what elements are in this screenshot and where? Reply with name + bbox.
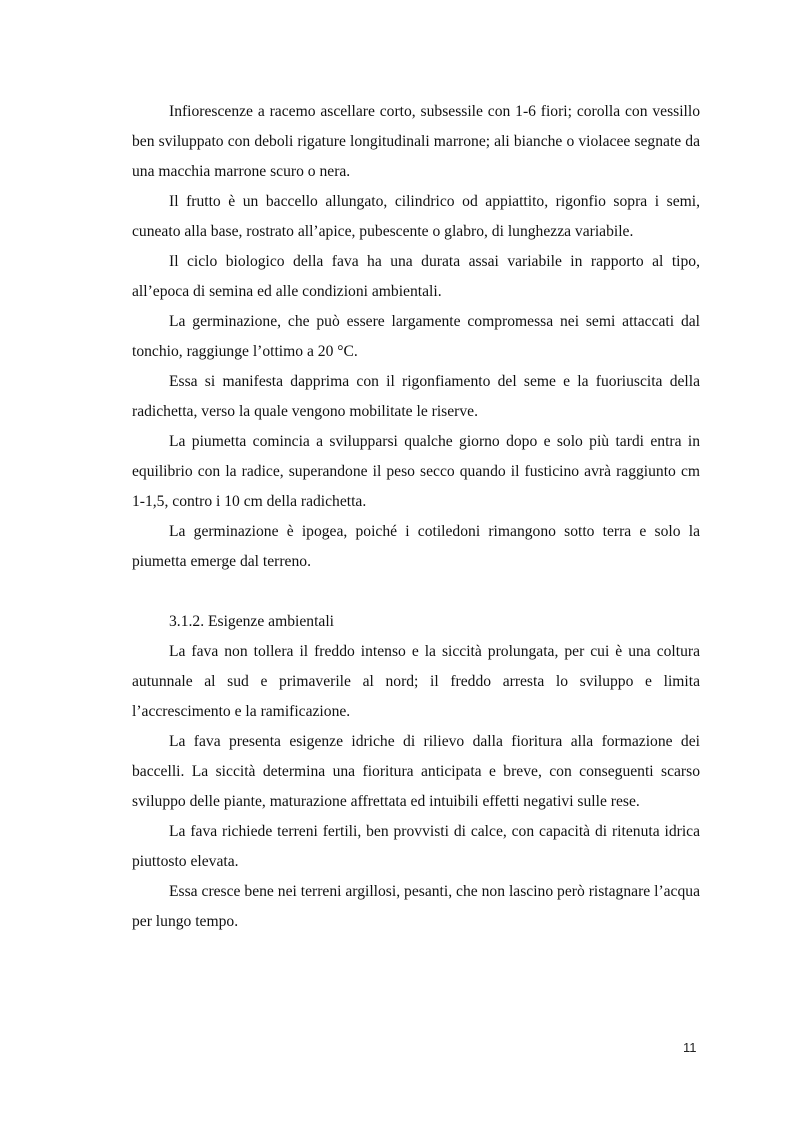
paragraph: Essa si manifesta dapprima con il rigonfiamento del seme e la fuoriuscita della radichetta, verso la quale vengono mobilitate le riserve. xyxy=(132,373,700,420)
paragraph: La fava non tollera il freddo intenso e la siccità prolungata, per cui è una coltura autunnale al sud e primaverile al nord; il freddo arresta lo sviluppo e limita l’accrescimento e la ramificazione. xyxy=(132,643,700,720)
section-heading: 3.1.2. Esigenze ambientali xyxy=(169,613,334,630)
paragraph: La fava richiede terreni fertili, ben provvisti di calce, con capacità di ritenuta idrica piuttosto elevata. xyxy=(132,823,700,870)
paragraph: Il frutto è un baccello allungato, cilindrico od appiattito, rigonfio sopra i semi, cuneato alla base, rostrato all’apice, pubescente o glabro, di lunghezza variabile. xyxy=(132,193,700,240)
paragraph: La germinazione, che può essere largamente compromessa nei semi attaccati dal tonchio, raggiunge l’ottimo a 20 °C. xyxy=(132,313,700,360)
paragraph: Infiorescenze a racemo ascellare corto, subsessile con 1-6 fiori; corolla con vessillo ben sviluppato con deboli rigature longitudinali marrone; ali bianche o violacee segnate da una macchia marrone scuro o nera. xyxy=(132,103,700,180)
page-body xyxy=(132,97,700,937)
paragraph: La fava presenta esigenze idriche di rilievo dalla fioritura alla formazione dei baccelli. La siccità determina una fioritura anticipata e breve, con conseguenti scarso sviluppo delle piante, maturazione affrettata ed intuibili effetti negativi sulle rese. xyxy=(132,733,700,810)
paragraph: La piumetta comincia a svilupparsi qualche giorno dopo e solo più tardi entra in equilibrio con la radice, superandone il peso secco quando il fusticino avrà raggiunto cm 1-1,5, contro i 10 cm della radichetta. xyxy=(132,433,700,510)
paragraph: Il ciclo biologico della fava ha una durata assai variabile in rapporto al tipo, all’epoca di semina ed alle condizioni ambientali. xyxy=(132,253,700,300)
page-number: 11 xyxy=(683,1040,697,1055)
paragraph: Essa cresce bene nei terreni argillosi, pesanti, che non lascino però ristagnare l’acqua per lungo tempo. xyxy=(132,883,700,930)
paragraph: La germinazione è ipogea, poiché i cotiledoni rimangono sotto terra e solo la piumetta emerge dal terreno. xyxy=(132,523,700,570)
